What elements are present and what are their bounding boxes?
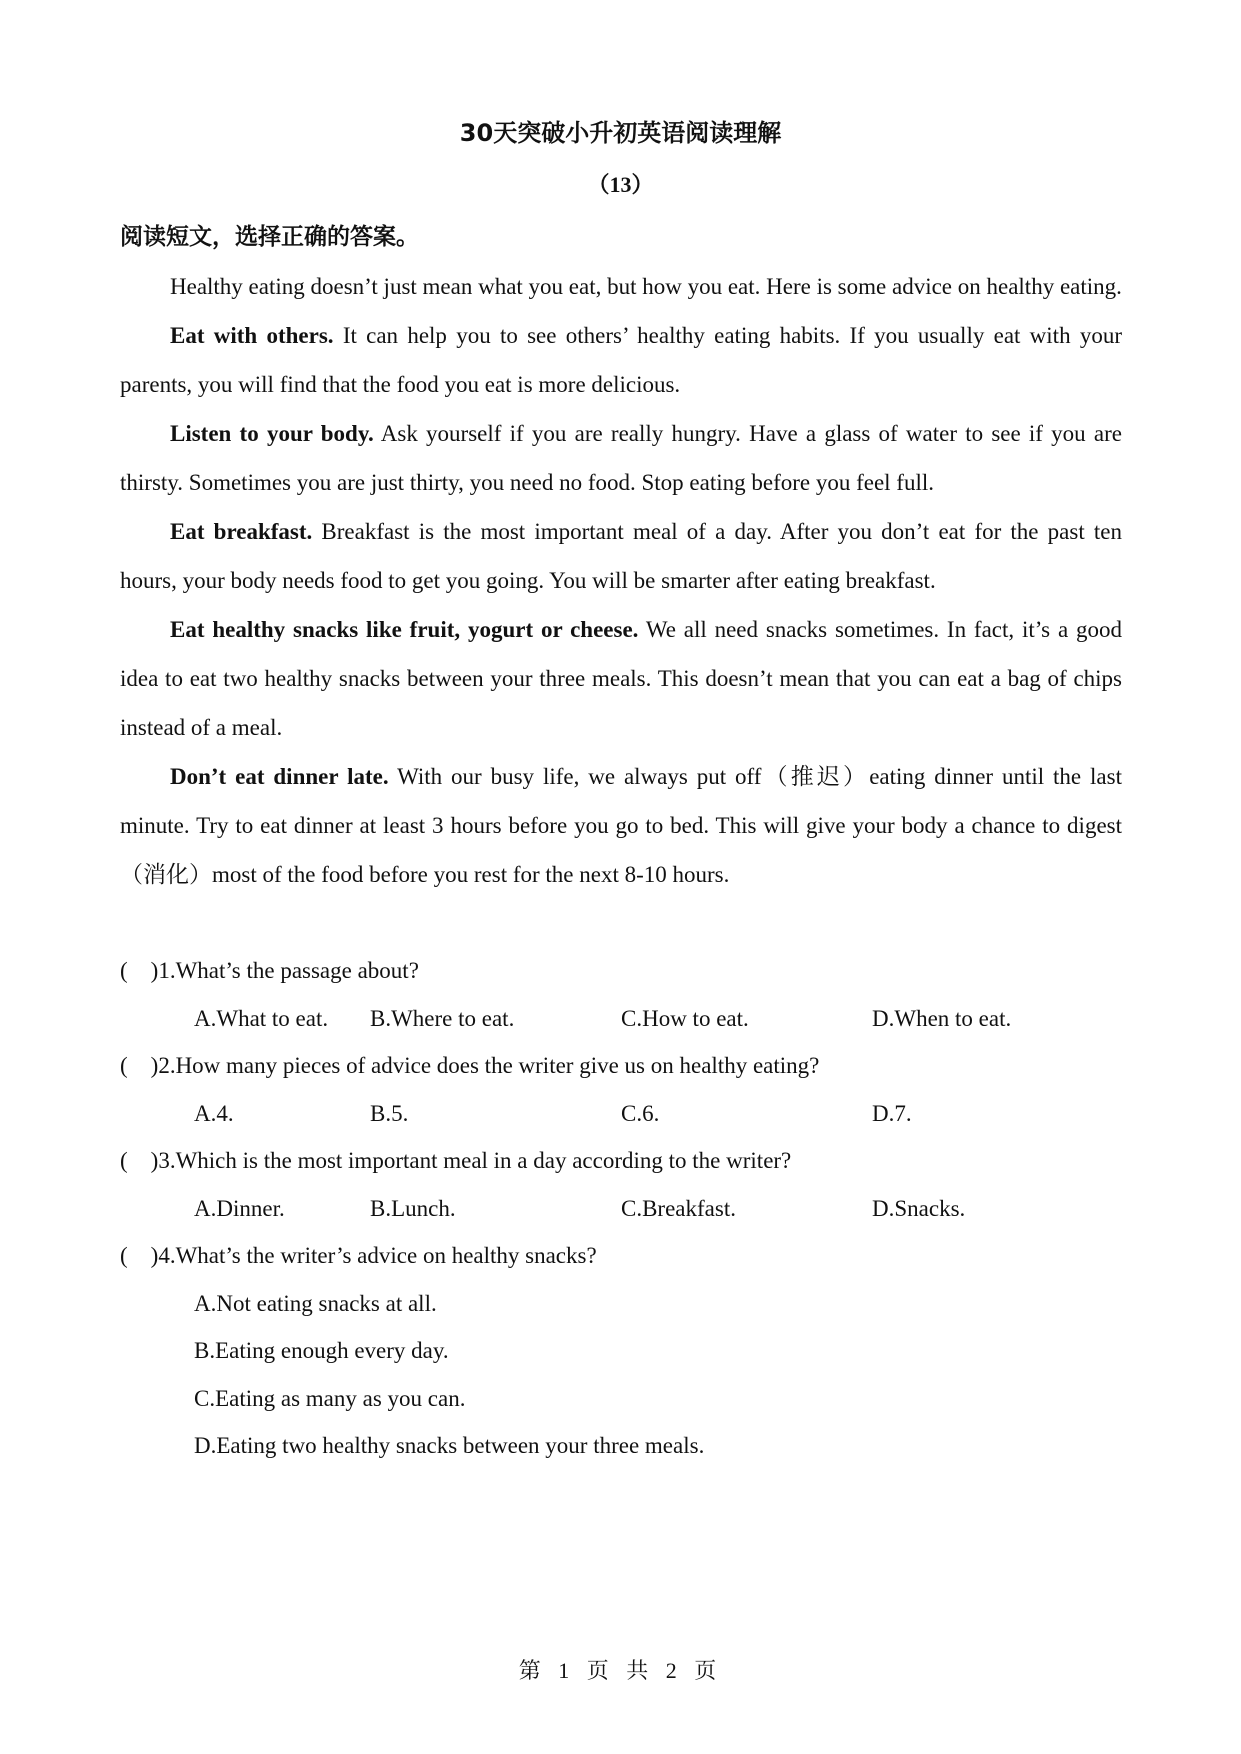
question-2 xyxy=(120,1042,1122,1137)
question-list xyxy=(120,947,1122,1470)
option-c: C.Breakfast. xyxy=(621,1195,736,1221)
advice-heading-3: Eat breakfast. xyxy=(170,519,313,544)
option-b: B.5. xyxy=(370,1100,409,1126)
question-stem: ( )3.Which is the most important meal in a day according to the writer? xyxy=(120,1148,792,1173)
advice-text-2: Ask yourself if you are really hungry. Have a glass of water to see if you are thirsty. Sometimes you are just thirty, you need no food. Stop eating before you feel full. xyxy=(120,421,1122,495)
option-a: A.What to eat. xyxy=(194,1005,329,1031)
advice-heading-5: Don’t eat dinner late. xyxy=(170,764,389,789)
option-d: D.When to eat. xyxy=(872,1005,1012,1031)
passage-paragraph-3 xyxy=(120,507,1122,605)
option-d: D.Snacks. xyxy=(872,1195,966,1221)
advice-text-4: We all need snacks sometimes. In fact, it’s a good idea to eat two healthy snacks between your three meals. This doesn’t mean that you can eat a bag of chips instead of a meal. xyxy=(120,617,1122,740)
option-c: C.6. xyxy=(621,1100,660,1126)
question-stem: ( )4.What’s the writer’s advice on healthy snacks? xyxy=(120,1243,597,1268)
advice-heading-4: Eat healthy snacks like fruit, yogurt or cheese. xyxy=(170,617,639,642)
option-column xyxy=(120,1280,1122,1470)
advice-heading-2: Listen to your body. xyxy=(170,421,374,446)
option-c: C.Eating as many as you can. xyxy=(194,1385,466,1411)
option-d: D.Eating two healthy snacks between your three meals. xyxy=(194,1433,705,1458)
question-1 xyxy=(120,947,1122,1042)
advice-heading-1: Eat with others. xyxy=(170,323,334,348)
option-a: A.Dinner. xyxy=(194,1195,285,1221)
option-b: B.Lunch. xyxy=(370,1195,456,1221)
option-c: C.How to eat. xyxy=(621,1005,749,1031)
document-subtitle: （13） xyxy=(587,172,654,197)
page-number-footer: 第 1 页 共 2 页 xyxy=(518,1658,723,1683)
passage-paragraph-2 xyxy=(120,409,1122,507)
option-row xyxy=(120,1090,1122,1138)
advice-text-1: It can help you to see others’ healthy eating habits. If you usually eat with your parents, you will find that the food you eat is more delicious. xyxy=(120,323,1122,397)
option-b: B.Eating enough every day. xyxy=(194,1338,449,1363)
option-b: B.Where to eat. xyxy=(370,1005,515,1031)
document-title: 30天突破小升初英语阅读理解 xyxy=(459,119,782,147)
option-a: A.4. xyxy=(194,1100,234,1126)
advice-text-3: Breakfast is the most important meal of a day. After you don’t eat for the past ten hours, your body needs food to get you going. You will be smarter after eating breakfast. xyxy=(120,519,1122,593)
advice-text-5: With our busy life, we always put off（推迟）eating dinner until the last minute. Try to eat dinner at least 3 hours before you go to bed. This will give your body a chance to digest（消化）most of the food before you rest for the next 8-10 hours. xyxy=(120,764,1122,887)
option-row xyxy=(120,1185,1122,1233)
passage-paragraph-5 xyxy=(120,752,1122,899)
reading-passage xyxy=(120,262,1122,899)
option-a: A.Not eating snacks at all. xyxy=(194,1290,437,1316)
option-d: D.7. xyxy=(872,1100,912,1126)
question-4 xyxy=(120,1232,1122,1470)
question-stem: ( )2.How many pieces of advice does the writer give us on healthy eating? xyxy=(120,1053,820,1078)
question-stem: ( )1.What’s the passage about? xyxy=(120,958,419,983)
passage-paragraph-4 xyxy=(120,605,1122,752)
instruction-text: 阅读短文，选择正确的答案。 xyxy=(120,224,419,250)
option-row xyxy=(120,995,1122,1043)
passage-paragraph-1 xyxy=(120,311,1122,409)
passage-intro: Healthy eating doesn’t just mean what you eat, but how you eat. Here is some advice on healthy eating. xyxy=(170,274,1122,299)
question-3 xyxy=(120,1137,1122,1232)
